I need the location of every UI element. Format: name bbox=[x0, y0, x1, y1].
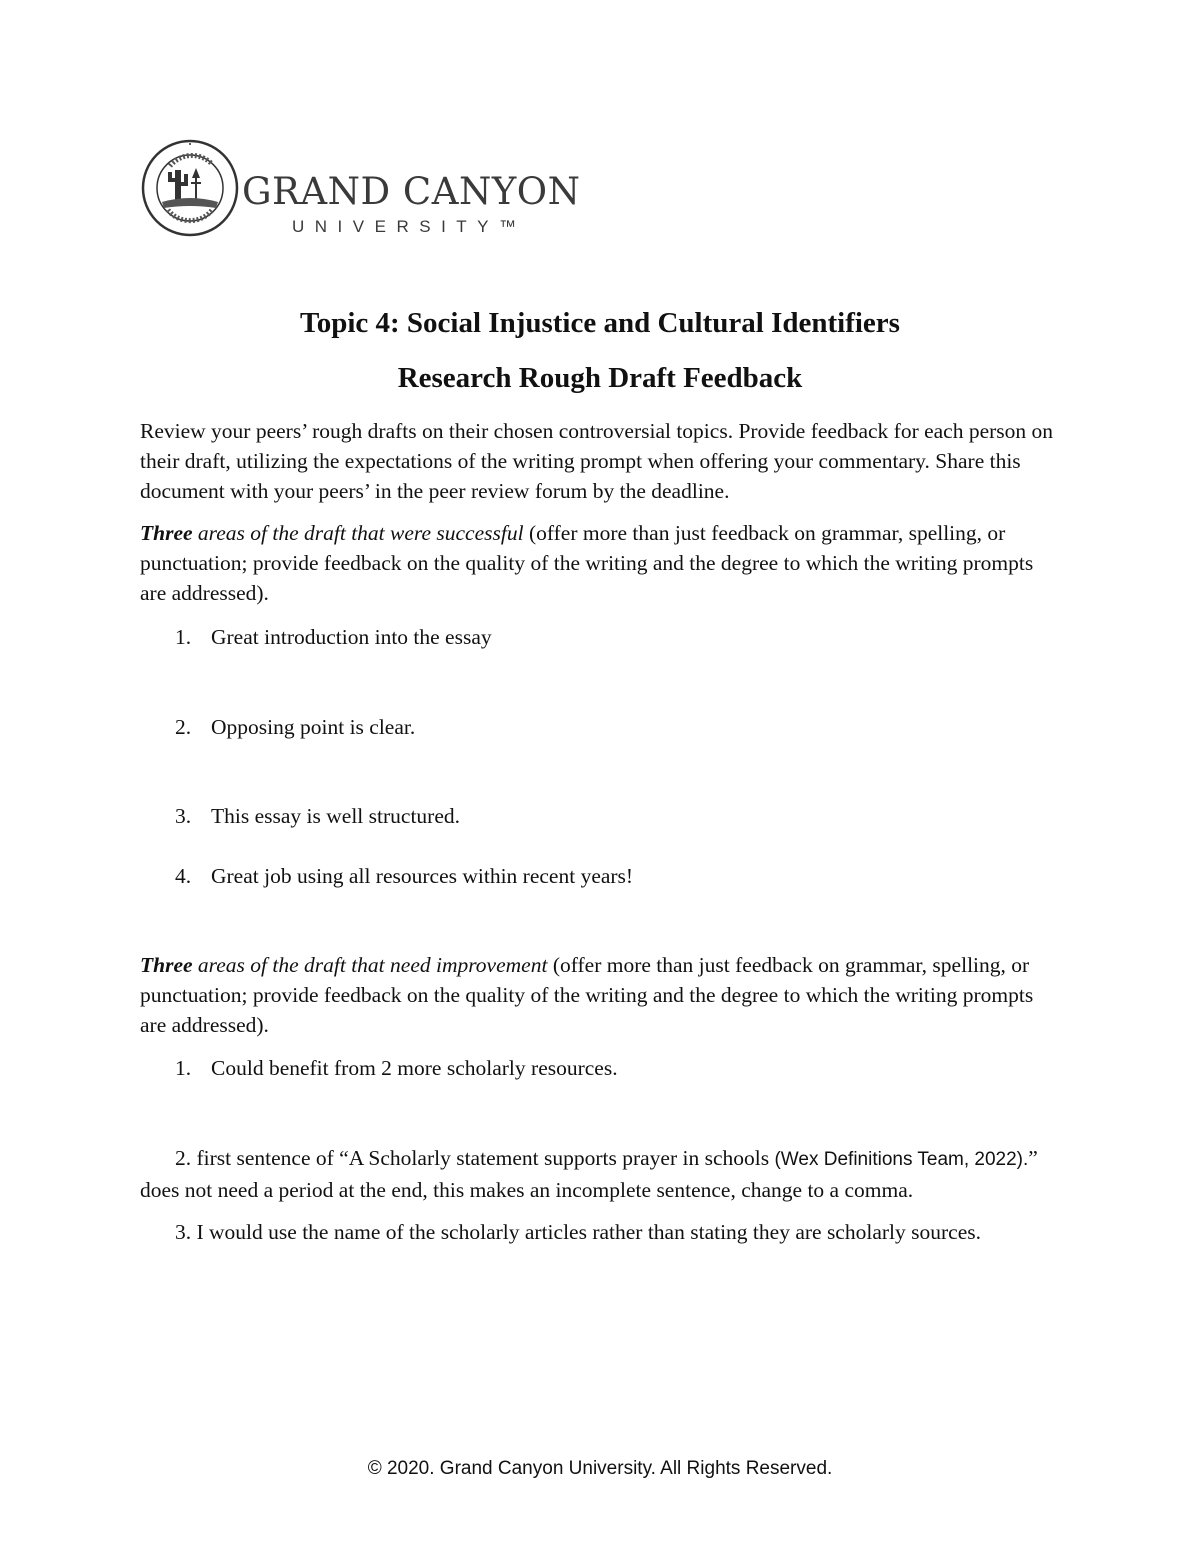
successful-lead-italic: areas of the draft that were successful bbox=[192, 521, 524, 545]
university-logo bbox=[140, 138, 581, 238]
improvement-lead-italic: areas of the draft that need improvement bbox=[192, 953, 548, 977]
list-item-text: Great job using all resources within recent years! bbox=[211, 864, 634, 888]
successful-areas-prompt bbox=[140, 518, 1060, 608]
page-subtitle: Research Rough Draft Feedback bbox=[397, 362, 803, 394]
list-item-text: 2. first sentence of “A Scholarly statement supports prayer in schools bbox=[175, 1146, 775, 1170]
copyright-footer: © 2020. Grand Canyon University. All Rights Reserved. bbox=[367, 1458, 833, 1479]
list-item-text: This essay is well structured. bbox=[211, 804, 460, 828]
list-item bbox=[175, 801, 460, 831]
list-item-text: Opposing point is clear. bbox=[211, 715, 416, 739]
successful-prompt-text: (offer more than just feedback on grammar, spelling, or punctuation; provide feedback on the quality of the writing and the degree to which the writing prompts are addressed). bbox=[140, 521, 1034, 605]
list-number: 3. bbox=[175, 804, 192, 828]
list-number: 4. bbox=[175, 864, 192, 888]
logo-wordmark: GRAND CANYON bbox=[242, 170, 581, 213]
list-item-text: Could benefit from 2 more scholarly resources. bbox=[211, 1056, 618, 1080]
list-item bbox=[140, 1143, 1070, 1206]
list-number: 1. bbox=[175, 1056, 192, 1080]
successful-lead-bold: Three bbox=[140, 521, 193, 545]
university-seal-icon bbox=[140, 138, 240, 238]
citation: (Wex Definitions Team, 2022). bbox=[774, 1149, 1029, 1170]
list-item-text: ” does not need a period at the end, this makes an incomplete sentence, change to a comma. bbox=[140, 1146, 1038, 1202]
list-number: 1. bbox=[175, 625, 192, 649]
improvement-areas-prompt bbox=[140, 950, 1060, 1040]
page-title: Topic 4: Social Injustice and Cultural Identifiers bbox=[300, 307, 900, 339]
improvement-lead-bold: Three bbox=[140, 953, 193, 977]
intro-paragraph: Review your peers’ rough drafts on their chosen controversial topics. Provide feedback for each person on their draft, utilizing the expectations of the writing prompt when offering your commentary. Share this document with your peers’ in the peer review forum by the deadline. bbox=[140, 419, 1054, 503]
improvement-prompt-text: (offer more than just feedback on grammar, spelling, or punctuation; provide feedback on the quality of the writing and the degree to which the writing prompts are addressed). bbox=[140, 953, 1034, 1037]
list-item bbox=[175, 712, 415, 742]
list-item bbox=[175, 622, 492, 652]
logo-subtitle: UNIVERSITY™ bbox=[292, 217, 527, 236]
list-item-text: Great introduction into the essay bbox=[211, 625, 492, 649]
list-item bbox=[175, 1053, 618, 1083]
list-number: 2. bbox=[175, 715, 192, 739]
list-item: 3. I would use the name of the scholarly articles rather than stating they are scholarly sources. bbox=[175, 1220, 981, 1244]
list-item bbox=[175, 861, 633, 891]
